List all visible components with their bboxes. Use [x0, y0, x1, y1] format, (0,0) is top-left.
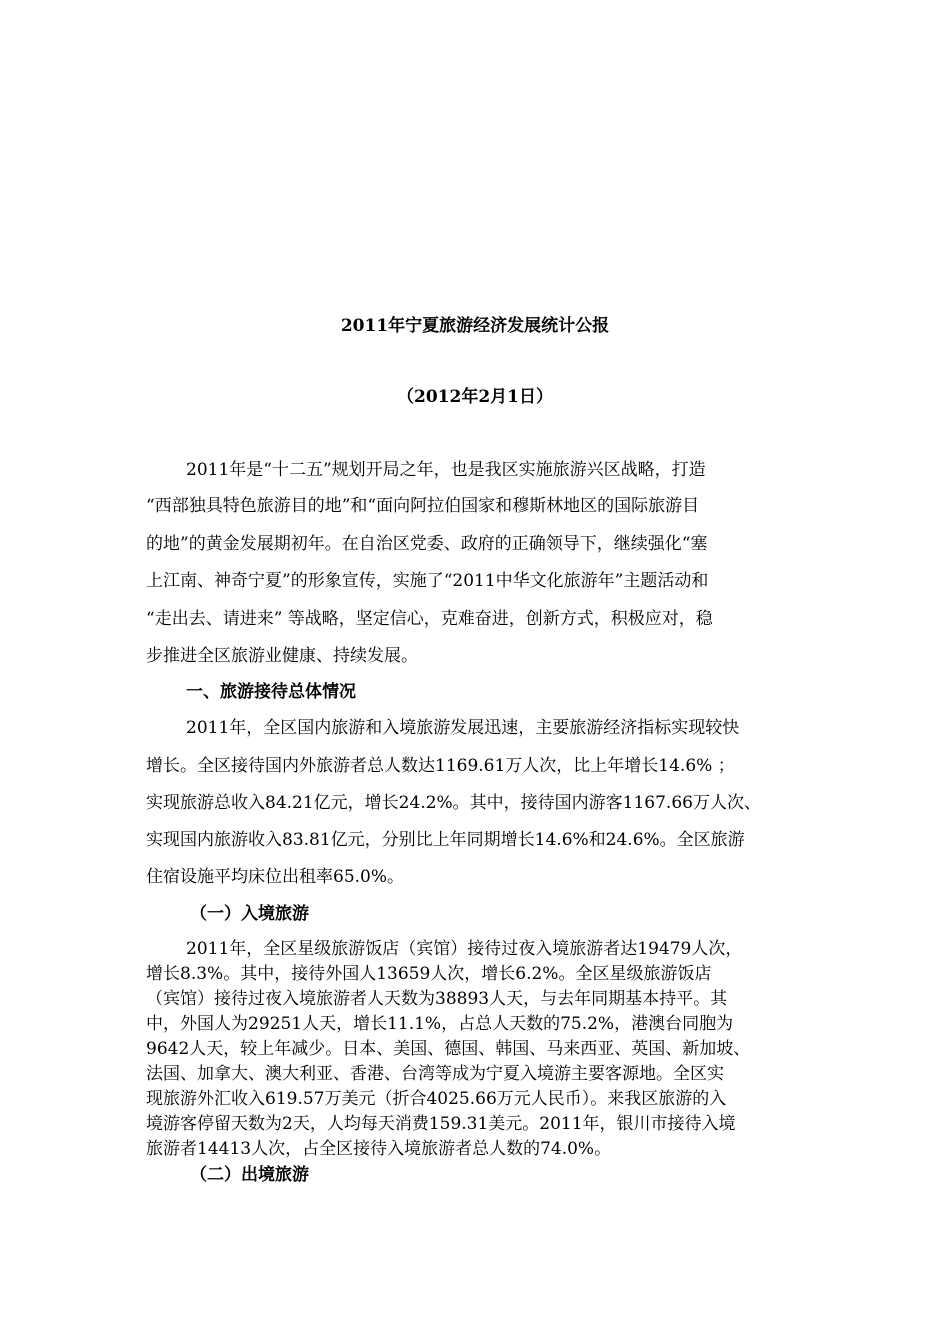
sub1-line: 旅游者14413人次，占全区接待入境旅游者总人数的74.0%。 — [146, 1139, 612, 1159]
sub1-line: 现旅游外汇收入619.57万美元（折合4025.66万元人民币）。来我区旅游的入 — [146, 1089, 727, 1109]
section1-line: 2011年，全区国内旅游和入境旅游发展迅速，主要旅游经济指标实现较快 — [186, 718, 740, 738]
intro-line: 步推进全区旅游业健康、持续发展。 — [146, 646, 418, 666]
section1-line: 实现国内旅游收入83.81亿元，分别比上年同期增长14.6%和24.6%。全区旅游 — [146, 830, 745, 850]
section1-line: 住宿设施平均床位出租率65.0%。 — [146, 867, 405, 887]
document-date: （2012年2月1日） — [397, 387, 553, 407]
section-heading: 一、旅游接待总体情况 — [186, 682, 356, 702]
sub1-line: 9642人天，较上年减少。日本、美国、德国、韩国、马来西亚、英国、新加坡、 — [146, 1039, 751, 1059]
intro-line: 的地”的黄金发展期初年。在自治区党委、政府的正确领导下，继续强化“塞 — [146, 534, 708, 554]
intro-line: “西部独具特色旅游目的地”和“面向阿拉伯国家和穆斯林地区的国际旅游目 — [146, 496, 700, 516]
document-title: 2011年宁夏旅游经济发展统计公报 — [340, 316, 610, 336]
intro-line: 2011年是“十二五”规划开局之年，也是我区实施旅游兴区战略，打造 — [186, 460, 706, 480]
sub1-line: 2011年，全区星级旅游饭店（宾馆）接待过夜入境旅游者达19479人次， — [186, 939, 743, 959]
sub1-line: 增长8.3%。其中，接待外国人13659人次，增长6.2%。全区星级旅游饭店 — [146, 964, 712, 984]
sub1-line: 法国、加拿大、澳大利亚、香港、台湾等成为宁夏入境游主要客源地。全区实 — [146, 1064, 724, 1084]
section1-line: 增长。全区接待国内外旅游者总人数达1169.61万人次，比上年增长14.6% ； — [146, 756, 735, 776]
intro-line: 上江南、神奇宁夏”的形象宣传，实施了“2011中华文化旅游年”主题活动和 — [146, 571, 709, 591]
subsection-heading: （二）出境旅游 — [190, 1165, 309, 1185]
subsection-heading: （一）入境旅游 — [190, 904, 309, 924]
sub1-line: 中，外国人为29251人天，增长11.1%，占总人天数的75.2%，港澳台同胞为 — [146, 1014, 734, 1034]
sub1-line: （宾馆）接待过夜入境旅游者人天数为38893人天，与去年同期基本持平。其 — [146, 989, 728, 1009]
section1-line: 实现旅游总收入84.21亿元，增长24.2%。其中，接待国内游客1167.66万人次、 — [146, 793, 761, 813]
sub1-line: 境游客停留天数为2天，人均每天消费159.31美元。2011年，银川市接待入境 — [146, 1114, 736, 1134]
intro-line: “走出去、请进来” 等战略，坚定信心，克难奋进，创新方式，积极应对，稳 — [146, 609, 713, 629]
